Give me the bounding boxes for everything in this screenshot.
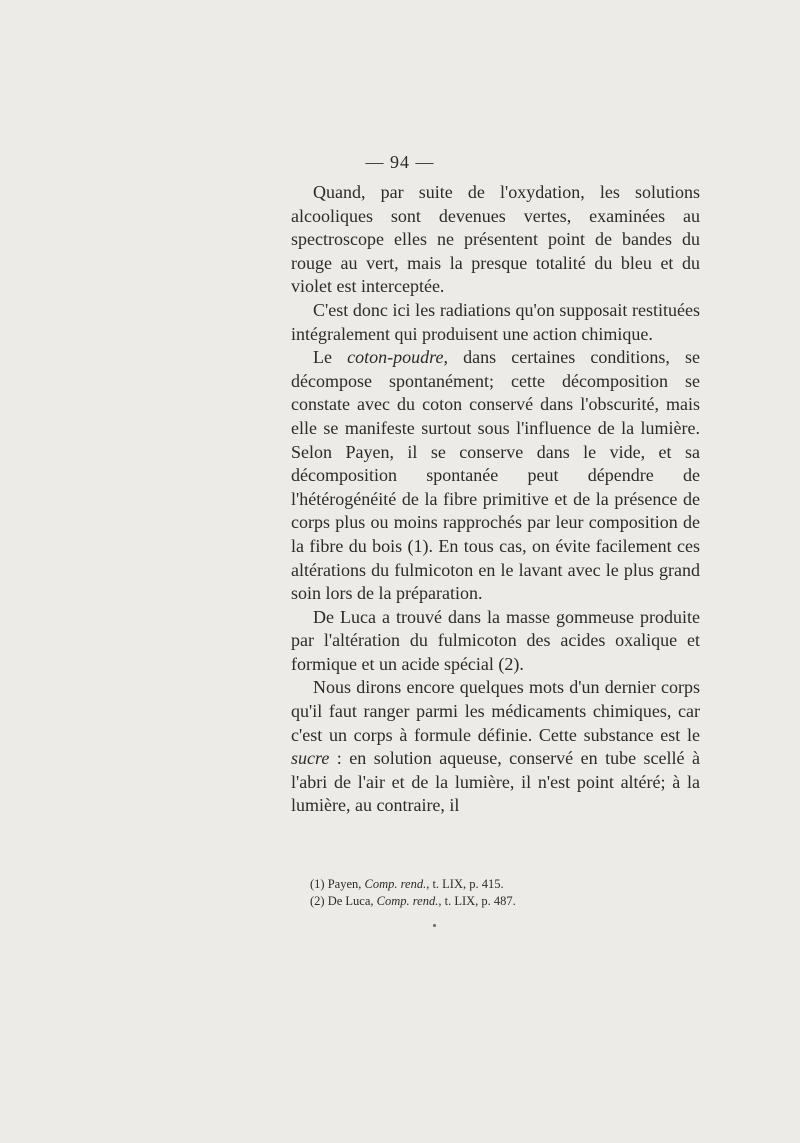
footnote-2 [310,893,700,910]
ink-speck [433,924,436,927]
footnote-journal: Comp. rend. [376,894,439,908]
paragraph-oxydation: Quand, par suite de l'oxydation, les solutions alcooliques sont devenues vertes, examinées au spectroscope elles ne présentent point de bandes du rouge au vert, mais la presque totalité du bleu et du violet est interceptée. [291,182,700,297]
footnote-text: (2) De Luca, [310,894,377,908]
italic-term-sucre: sucre [291,748,330,769]
footnote-journal: Comp. rend. [364,877,427,891]
paragraph-text-start: Le [313,347,348,368]
body-text [291,181,700,818]
footnote-reference: , t. LIX, p. 415. [426,877,504,891]
paragraph-coton-poudre [291,346,700,606]
paragraph-text-rest: , dans certaines conditions, se décompose spontanément; cette décomposition se constate avec du coton conservé dans l'obscurité, mais elle se manifeste surtout sous l'influence de la lumière. Selon Payen, il se conserve dans le vide, et sa décomposition spontanée peut dépendre de l'hétérogénéité de la fibre primitive et de la présence de corps plus ou moins rapprochés par leur composition de la fibre du bois (1). En tous cas, on évite facilement ces altérations du fulmicoton en le lavant avec le plus grand soin lors de la préparation. [291,347,700,604]
page-number: — 94 — [365,152,435,172]
paragraph-text-rest: : en solution aqueuse, conservé en tube scellé à l'abri de l'air et de la lumière, il n'est point altéré; à la lumière, au contraire, il [291,748,700,816]
paragraph-radiations: C'est donc ici les radiations qu'on supposait restituées intégralement qui produisent une action chimique. [291,299,700,344]
paragraph-sucre [291,676,700,818]
paragraph-text-start: Nous dirons encore quelques mots d'un dernier corps qu'il faut ranger parmi les médicaments chimiques, car c'est un corps à formule définie. Cette substance est le [291,677,700,745]
footnote-1 [310,876,700,893]
italic-term-coton-poudre: coton-poudre [347,347,444,368]
paragraph-de-luca: De Luca a trouvé dans la masse gommeuse produite par l'altération du fulmicoton des acides oxalique et formique et un acide spécial (2). [291,606,700,674]
footnotes [310,876,700,910]
footnote-text: (1) Payen, [310,877,365,891]
footnote-reference: , t. LIX, p. 487. [438,894,516,908]
